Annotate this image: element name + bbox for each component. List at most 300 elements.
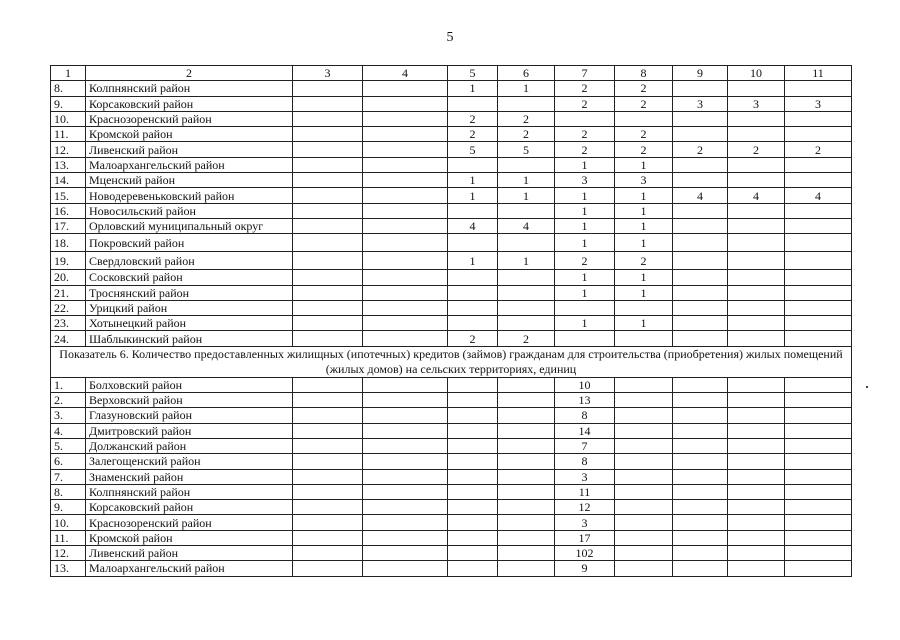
- row-number: 8.: [51, 484, 86, 499]
- column-number-10: 10: [728, 66, 785, 81]
- value-cell-11: [785, 484, 852, 499]
- table-row: [51, 173, 852, 188]
- value-cell-8: 2: [615, 96, 673, 111]
- value-cell-6: 1: [498, 81, 555, 96]
- value-cell-7: 2: [555, 127, 615, 142]
- value-cell-3: [293, 203, 363, 218]
- value-cell-7: 102: [555, 546, 615, 561]
- district-name: Залегощенский район: [86, 454, 293, 469]
- value-cell-7: 1: [555, 157, 615, 172]
- value-cell-10: [728, 331, 785, 346]
- value-cell-8: 2: [615, 142, 673, 157]
- value-cell-7: 10: [555, 377, 615, 392]
- value-cell-11: [785, 530, 852, 545]
- value-cell-5: [448, 500, 498, 515]
- value-cell-4: [363, 500, 448, 515]
- value-cell-9: [673, 252, 728, 270]
- value-cell-8: [615, 546, 673, 561]
- district-name: Малоархангельский район: [86, 157, 293, 172]
- indicator-table: [50, 65, 852, 577]
- value-cell-7: 1: [555, 218, 615, 233]
- value-cell-6: [498, 270, 555, 285]
- value-cell-11: [785, 157, 852, 172]
- value-cell-11: [785, 454, 852, 469]
- value-cell-8: 1: [615, 157, 673, 172]
- table-row: [51, 234, 852, 252]
- value-cell-3: [293, 218, 363, 233]
- value-cell-11: [785, 546, 852, 561]
- row-number: 18.: [51, 234, 86, 252]
- value-cell-6: [498, 500, 555, 515]
- row-number: 22.: [51, 300, 86, 315]
- value-cell-11: [785, 331, 852, 346]
- value-cell-4: [363, 515, 448, 530]
- table-row: [51, 423, 852, 438]
- value-cell-6: 4: [498, 218, 555, 233]
- value-cell-6: [498, 530, 555, 545]
- column-number-9: 9: [673, 66, 728, 81]
- table-row: [51, 285, 852, 300]
- value-cell-4: [363, 393, 448, 408]
- value-cell-6: [498, 157, 555, 172]
- district-name: Мценский район: [86, 173, 293, 188]
- value-cell-3: [293, 142, 363, 157]
- value-cell-6: [498, 546, 555, 561]
- value-cell-10: [728, 157, 785, 172]
- value-cell-9: [673, 469, 728, 484]
- value-cell-3: [293, 408, 363, 423]
- value-cell-10: [728, 252, 785, 270]
- district-name: Краснозоренский район: [86, 515, 293, 530]
- value-cell-8: [615, 111, 673, 126]
- value-cell-5: [448, 393, 498, 408]
- value-cell-8: 2: [615, 127, 673, 142]
- value-cell-5: 2: [448, 127, 498, 142]
- value-cell-5: 1: [448, 188, 498, 203]
- value-cell-4: [363, 408, 448, 423]
- row-number: 12.: [51, 142, 86, 157]
- value-cell-5: 2: [448, 331, 498, 346]
- value-cell-10: [728, 500, 785, 515]
- value-cell-10: [728, 393, 785, 408]
- row-number: 21.: [51, 285, 86, 300]
- value-cell-8: 1: [615, 218, 673, 233]
- value-cell-10: [728, 203, 785, 218]
- value-cell-10: [728, 173, 785, 188]
- value-cell-5: [448, 546, 498, 561]
- page-number: 5: [446, 30, 454, 45]
- value-cell-3: [293, 111, 363, 126]
- table-row: [51, 111, 852, 126]
- value-cell-5: [448, 96, 498, 111]
- district-name: Колпнянский район: [86, 484, 293, 499]
- value-cell-9: [673, 454, 728, 469]
- district-name: Должанский район: [86, 438, 293, 453]
- value-cell-5: 5: [448, 142, 498, 157]
- table-row: [51, 157, 852, 172]
- value-cell-6: [498, 423, 555, 438]
- table-row: [51, 218, 852, 233]
- row-number: 1.: [51, 377, 86, 392]
- value-cell-4: [363, 252, 448, 270]
- district-name: Новодеревеньковский район: [86, 188, 293, 203]
- row-number: 4.: [51, 423, 86, 438]
- row-number: 12.: [51, 546, 86, 561]
- table-row: [51, 252, 852, 270]
- value-cell-7: 14: [555, 423, 615, 438]
- value-cell-8: [615, 484, 673, 499]
- value-cell-4: [363, 300, 448, 315]
- row-number: 2.: [51, 393, 86, 408]
- value-cell-6: 2: [498, 331, 555, 346]
- value-cell-9: [673, 285, 728, 300]
- value-cell-10: [728, 546, 785, 561]
- value-cell-4: [363, 546, 448, 561]
- value-cell-7: 2: [555, 81, 615, 96]
- value-cell-11: [785, 515, 852, 530]
- district-name: Кромской район: [86, 127, 293, 142]
- value-cell-6: [498, 454, 555, 469]
- district-name: Сосковский район: [86, 270, 293, 285]
- value-cell-7: [555, 111, 615, 126]
- column-number-6: 6: [498, 66, 555, 81]
- value-cell-6: 2: [498, 111, 555, 126]
- value-cell-3: [293, 530, 363, 545]
- value-cell-5: [448, 423, 498, 438]
- row-number: 23.: [51, 316, 86, 331]
- value-cell-4: [363, 81, 448, 96]
- value-cell-3: [293, 300, 363, 315]
- value-cell-8: [615, 438, 673, 453]
- table-row: [51, 81, 852, 96]
- value-cell-7: 3: [555, 515, 615, 530]
- value-cell-10: [728, 81, 785, 96]
- value-cell-4: [363, 454, 448, 469]
- value-cell-7: 8: [555, 408, 615, 423]
- table-row: [51, 438, 852, 453]
- value-cell-7: 2: [555, 252, 615, 270]
- value-cell-5: 1: [448, 173, 498, 188]
- table-row: [51, 561, 852, 576]
- value-cell-5: [448, 561, 498, 576]
- value-cell-7: 12: [555, 500, 615, 515]
- column-number-7: 7: [555, 66, 615, 81]
- value-cell-10: [728, 515, 785, 530]
- value-cell-8: 1: [615, 188, 673, 203]
- value-cell-7: [555, 300, 615, 315]
- value-cell-9: [673, 81, 728, 96]
- row-number: 10.: [51, 515, 86, 530]
- value-cell-8: 1: [615, 234, 673, 252]
- table-row: [51, 500, 852, 515]
- value-cell-10: [728, 454, 785, 469]
- value-cell-3: [293, 561, 363, 576]
- value-cell-8: 1: [615, 316, 673, 331]
- district-name: Глазуновский район: [86, 408, 293, 423]
- table-row: [51, 142, 852, 157]
- value-cell-10: [728, 408, 785, 423]
- district-name: Корсаковский район: [86, 500, 293, 515]
- value-cell-10: [728, 285, 785, 300]
- value-cell-11: [785, 252, 852, 270]
- value-cell-5: [448, 157, 498, 172]
- value-cell-10: [728, 234, 785, 252]
- table-row: [51, 484, 852, 499]
- value-cell-11: [785, 270, 852, 285]
- value-cell-9: [673, 500, 728, 515]
- value-cell-9: [673, 331, 728, 346]
- value-cell-9: [673, 408, 728, 423]
- value-cell-5: [448, 285, 498, 300]
- value-cell-9: [673, 218, 728, 233]
- value-cell-7: [555, 331, 615, 346]
- value-cell-4: [363, 111, 448, 126]
- value-cell-4: [363, 285, 448, 300]
- value-cell-11: [785, 218, 852, 233]
- value-cell-5: 1: [448, 81, 498, 96]
- value-cell-5: [448, 530, 498, 545]
- value-cell-9: 4: [673, 188, 728, 203]
- table-row: [51, 203, 852, 218]
- value-cell-5: [448, 300, 498, 315]
- value-cell-10: 2: [728, 142, 785, 157]
- value-cell-9: [673, 270, 728, 285]
- value-cell-7: 1: [555, 270, 615, 285]
- value-cell-3: [293, 285, 363, 300]
- value-cell-8: 1: [615, 203, 673, 218]
- column-number-3: 3: [293, 66, 363, 81]
- value-cell-5: [448, 203, 498, 218]
- value-cell-7: 1: [555, 285, 615, 300]
- value-cell-7: 13: [555, 393, 615, 408]
- indicator-heading-row: [51, 346, 852, 377]
- value-cell-6: [498, 393, 555, 408]
- value-cell-3: [293, 81, 363, 96]
- value-cell-10: [728, 377, 785, 392]
- value-cell-9: 3: [673, 96, 728, 111]
- value-cell-9: [673, 546, 728, 561]
- value-cell-4: [363, 331, 448, 346]
- row-number: 13.: [51, 561, 86, 576]
- table-row: [51, 546, 852, 561]
- row-number: 13.: [51, 157, 86, 172]
- table-row: [51, 331, 852, 346]
- value-cell-8: 2: [615, 81, 673, 96]
- value-cell-7: 3: [555, 469, 615, 484]
- district-name: Орловский муниципальный округ: [86, 218, 293, 233]
- table-row: [51, 188, 852, 203]
- value-cell-8: 2: [615, 252, 673, 270]
- value-cell-11: [785, 173, 852, 188]
- value-cell-11: [785, 234, 852, 252]
- column-number-header-row: [51, 66, 852, 81]
- value-cell-6: [498, 96, 555, 111]
- value-cell-11: [785, 393, 852, 408]
- value-cell-3: [293, 393, 363, 408]
- district-name: Свердловский район: [86, 252, 293, 270]
- value-cell-7: 1: [555, 203, 615, 218]
- value-cell-5: [448, 454, 498, 469]
- value-cell-11: [785, 469, 852, 484]
- district-name: Дмитровский район: [86, 423, 293, 438]
- value-cell-3: [293, 270, 363, 285]
- value-cell-7: 3: [555, 173, 615, 188]
- value-cell-11: [785, 111, 852, 126]
- value-cell-8: [615, 423, 673, 438]
- value-cell-11: [785, 127, 852, 142]
- value-cell-3: [293, 515, 363, 530]
- value-cell-11: [785, 500, 852, 515]
- value-cell-5: [448, 408, 498, 423]
- value-cell-6: [498, 561, 555, 576]
- value-cell-5: [448, 438, 498, 453]
- value-cell-10: [728, 218, 785, 233]
- value-cell-11: [785, 316, 852, 331]
- value-cell-10: [728, 484, 785, 499]
- district-name: Ливенский район: [86, 142, 293, 157]
- value-cell-3: [293, 316, 363, 331]
- district-name: Троснянский район: [86, 285, 293, 300]
- value-cell-10: [728, 316, 785, 331]
- value-cell-7: 2: [555, 96, 615, 111]
- value-cell-3: [293, 234, 363, 252]
- value-cell-9: [673, 203, 728, 218]
- value-cell-9: [673, 300, 728, 315]
- value-cell-9: [673, 316, 728, 331]
- value-cell-10: [728, 270, 785, 285]
- table-row: [51, 393, 852, 408]
- value-cell-8: [615, 500, 673, 515]
- value-cell-4: [363, 188, 448, 203]
- value-cell-8: [615, 561, 673, 576]
- value-cell-6: [498, 484, 555, 499]
- value-cell-4: [363, 423, 448, 438]
- table-row: [51, 316, 852, 331]
- value-cell-7: 2: [555, 142, 615, 157]
- value-cell-4: [363, 377, 448, 392]
- value-cell-9: [673, 530, 728, 545]
- value-cell-9: [673, 484, 728, 499]
- value-cell-8: [615, 393, 673, 408]
- value-cell-8: 3: [615, 173, 673, 188]
- value-cell-8: [615, 408, 673, 423]
- column-number-1: 1: [51, 66, 86, 81]
- value-cell-8: [615, 377, 673, 392]
- column-number-5: 5: [448, 66, 498, 81]
- stray-mark: [866, 386, 868, 388]
- value-cell-5: 4: [448, 218, 498, 233]
- value-cell-10: [728, 111, 785, 126]
- row-number: 9.: [51, 500, 86, 515]
- value-cell-9: [673, 561, 728, 576]
- value-cell-9: [673, 173, 728, 188]
- value-cell-3: [293, 377, 363, 392]
- value-cell-6: 1: [498, 252, 555, 270]
- value-cell-6: 1: [498, 173, 555, 188]
- district-name: Знаменский район: [86, 469, 293, 484]
- value-cell-6: [498, 515, 555, 530]
- value-cell-3: [293, 438, 363, 453]
- value-cell-11: [785, 377, 852, 392]
- value-cell-4: [363, 218, 448, 233]
- value-cell-6: 2: [498, 127, 555, 142]
- district-name: Хотынецкий район: [86, 316, 293, 331]
- row-number: 9.: [51, 96, 86, 111]
- value-cell-8: [615, 300, 673, 315]
- value-cell-4: [363, 484, 448, 499]
- value-cell-3: [293, 546, 363, 561]
- value-cell-6: [498, 316, 555, 331]
- value-cell-10: 4: [728, 188, 785, 203]
- value-cell-5: [448, 316, 498, 331]
- value-cell-8: 1: [615, 285, 673, 300]
- value-cell-10: 3: [728, 96, 785, 111]
- value-cell-5: [448, 270, 498, 285]
- value-cell-3: [293, 331, 363, 346]
- value-cell-4: [363, 438, 448, 453]
- row-number: 16.: [51, 203, 86, 218]
- row-number: 8.: [51, 81, 86, 96]
- district-name: Краснозоренский район: [86, 111, 293, 126]
- district-name: Колпнянский район: [86, 81, 293, 96]
- table-row: [51, 469, 852, 484]
- value-cell-6: [498, 408, 555, 423]
- value-cell-7: 1: [555, 188, 615, 203]
- row-number: 7.: [51, 469, 86, 484]
- value-cell-4: [363, 96, 448, 111]
- table-row: [51, 96, 852, 111]
- value-cell-4: [363, 173, 448, 188]
- value-cell-7: 8: [555, 454, 615, 469]
- value-cell-10: [728, 300, 785, 315]
- value-cell-5: [448, 234, 498, 252]
- value-cell-9: [673, 157, 728, 172]
- value-cell-11: [785, 438, 852, 453]
- district-name: Малоархангельский район: [86, 561, 293, 576]
- value-cell-10: [728, 423, 785, 438]
- value-cell-11: [785, 408, 852, 423]
- value-cell-5: [448, 469, 498, 484]
- value-cell-8: [615, 530, 673, 545]
- value-cell-11: 2: [785, 142, 852, 157]
- value-cell-11: 4: [785, 188, 852, 203]
- district-name: Урицкий район: [86, 300, 293, 315]
- indicator-heading: Показатель 6. Количество предоставленных жилищных (ипотечных) кредитов (займов) гражданам для строительства (приобретения) жилых помещений (жилых домов) на сельских территориях, единиц: [51, 346, 852, 377]
- district-name: Болховский район: [86, 377, 293, 392]
- value-cell-7: 17: [555, 530, 615, 545]
- district-name: Покровский район: [86, 234, 293, 252]
- value-cell-3: [293, 484, 363, 499]
- value-cell-6: [498, 377, 555, 392]
- value-cell-8: [615, 469, 673, 484]
- value-cell-3: [293, 188, 363, 203]
- row-number: 6.: [51, 454, 86, 469]
- value-cell-4: [363, 234, 448, 252]
- district-name: Шаблыкинский район: [86, 331, 293, 346]
- value-cell-10: [728, 530, 785, 545]
- value-cell-9: [673, 127, 728, 142]
- table-row: [51, 454, 852, 469]
- value-cell-7: 7: [555, 438, 615, 453]
- district-name: Ливенский район: [86, 546, 293, 561]
- value-cell-5: [448, 377, 498, 392]
- table-row: [51, 530, 852, 545]
- value-cell-4: [363, 127, 448, 142]
- row-number: 24.: [51, 331, 86, 346]
- value-cell-4: [363, 561, 448, 576]
- column-number-2: 2: [86, 66, 293, 81]
- row-number: 5.: [51, 438, 86, 453]
